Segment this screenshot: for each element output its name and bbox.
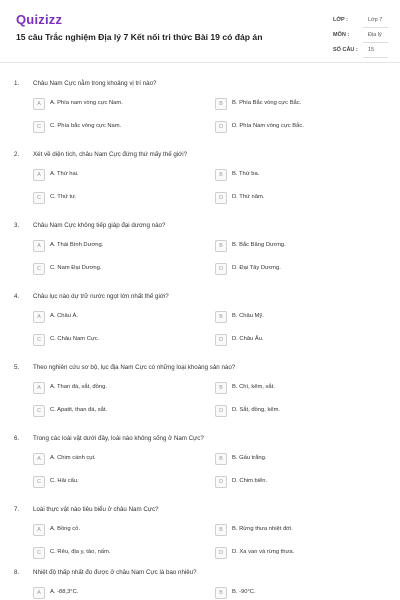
option-a[interactable] (33, 587, 193, 599)
option-letter-box: A (33, 382, 45, 394)
meta-grade (333, 13, 388, 28)
option-a[interactable] (33, 240, 193, 252)
meta-value: 15 (368, 47, 375, 53)
option-letter-box: A (33, 240, 45, 252)
option-letter-box: B (215, 453, 227, 465)
option-b[interactable] (215, 98, 375, 110)
question-text: Châu Nam Cực không tiếp giáp đại dương nào? (33, 222, 166, 229)
option-text: B. Rừng thưa nhiệt đới. (232, 526, 293, 532)
option-text: A. Thái Bình Dương. (50, 242, 104, 248)
meta-label: MÔN : (333, 32, 350, 38)
option-b[interactable] (215, 453, 375, 465)
option-text: B. Gấu trắng. (232, 455, 267, 461)
option-letter-box: B (215, 311, 227, 323)
option-d[interactable] (215, 263, 375, 275)
question-2 (0, 151, 400, 222)
option-text: C. Thứ tư. (50, 194, 77, 200)
question-number: 2. (14, 151, 20, 158)
option-b[interactable] (215, 382, 375, 394)
option-a[interactable] (33, 524, 193, 536)
option-letter-box: C (33, 192, 45, 204)
option-c[interactable] (33, 192, 193, 204)
option-letter-box: D (215, 263, 227, 275)
question-text: Loài thực vật nào tiêu biểu ở châu Nam Cực? (33, 506, 159, 513)
option-text: D. Phía Nam vòng cực Bắc. (232, 123, 304, 129)
option-d[interactable] (215, 192, 375, 204)
worksheet-title: 15 câu Trắc nghiệm Địa lý 7 Kết nối tri thức Bài 19 có đáp án (16, 32, 263, 42)
quizizz-logo: Quizizz (16, 12, 63, 27)
option-letter-box: C (33, 405, 45, 417)
question-text: Theo nghiên cứu sơ bộ, lục địa Nam Cực có những loại khoáng sản nào? (33, 364, 236, 371)
question-7 (0, 506, 400, 577)
option-text: A. Phía nam vòng cực Nam. (50, 100, 123, 106)
option-text: D. Xa van và rừng thưa. (232, 549, 295, 555)
question-8 (0, 569, 400, 600)
option-d[interactable] (215, 547, 375, 559)
option-text: D. Thứ năm. (232, 194, 265, 200)
option-d[interactable] (215, 121, 375, 133)
question-number: 1. (14, 80, 20, 87)
option-text: C. Phía bắc vòng cực Nam. (50, 123, 122, 129)
option-letter-box: A (33, 311, 45, 323)
option-b[interactable] (215, 169, 375, 181)
question-3 (0, 222, 400, 293)
question-number: 7. (14, 506, 20, 513)
option-c[interactable] (33, 476, 193, 488)
option-letter-box: B (215, 587, 227, 599)
question-number: 5. (14, 364, 20, 371)
option-letter-box: D (215, 192, 227, 204)
option-text: D. Sắt, đồng, kẽm. (232, 407, 281, 413)
option-text: B. Châu Mỹ. (232, 313, 264, 319)
question-5 (0, 364, 400, 435)
question-text: Nhiệt độ thấp nhất đo được ở châu Nam Cực là bao nhiêu? (33, 569, 197, 576)
option-text: A. Than đá, sắt, đồng. (50, 384, 107, 390)
option-b[interactable] (215, 587, 375, 599)
option-text: D. Đại Tây Dương. (232, 265, 281, 271)
option-text: B. -90°C. (232, 589, 256, 595)
option-text: C. Rêu, địa y, tảo, nấm. (50, 549, 111, 555)
option-a[interactable] (33, 453, 193, 465)
option-text: D. Chim biển. (232, 478, 268, 484)
option-letter-box: D (215, 334, 227, 346)
meta-label: SỐ CÂU : (333, 47, 358, 53)
option-letter-box: A (33, 169, 45, 181)
option-text: A. Chim cánh cụt. (50, 455, 96, 461)
option-text: A. Châu Á. (50, 313, 79, 319)
option-d[interactable] (215, 334, 375, 346)
option-letter-box: A (33, 524, 45, 536)
option-text: C. Hải cẩu. (50, 478, 79, 484)
option-a[interactable] (33, 382, 193, 394)
meta-value: Địa lý (368, 32, 382, 38)
option-text: C. Nam Đại Dương. (50, 265, 102, 271)
option-letter-box: B (215, 524, 227, 536)
question-number: 8. (14, 569, 20, 576)
worksheet-header (0, 0, 400, 63)
option-letter-box: B (215, 240, 227, 252)
option-text: B. Phía Bắc vòng cực Bắc. (232, 100, 302, 106)
option-text: B. Thứ ba. (232, 171, 260, 177)
option-letter-box: C (33, 334, 45, 346)
option-letter-box: B (215, 382, 227, 394)
option-text: C. Châu Nam Cực. (50, 336, 100, 342)
meta-subject (333, 28, 388, 43)
option-letter-box: C (33, 121, 45, 133)
option-letter-box: D (215, 121, 227, 133)
option-text: C. Apatit, than đá, sắt. (50, 407, 108, 413)
option-a[interactable] (33, 311, 193, 323)
option-letter-box: D (215, 405, 227, 417)
question-4 (0, 293, 400, 364)
meta-underline (363, 57, 388, 58)
option-c[interactable] (33, 334, 193, 346)
option-letter-box: B (215, 98, 227, 110)
option-b[interactable] (215, 524, 375, 536)
option-text: D. Châu Âu. (232, 336, 264, 342)
option-text: A. Bồng cỏ. (50, 526, 80, 532)
question-text: Châu Nam Cực nằm trong khoảng vị trí nào? (33, 80, 157, 87)
option-c[interactable] (33, 405, 193, 417)
question-text: Châu lục nào dự trữ nước ngọt lớn nhất thế giới? (33, 293, 169, 300)
question-1 (0, 80, 400, 151)
option-c[interactable] (33, 263, 193, 275)
option-letter-box: A (33, 587, 45, 599)
option-b[interactable] (215, 240, 375, 252)
question-number: 4. (14, 293, 20, 300)
option-letter-box: A (33, 98, 45, 110)
meta-value: Lớp 7 (368, 17, 383, 23)
option-text: A. -88,3°C. (50, 589, 79, 595)
option-c[interactable] (33, 121, 193, 133)
question-number: 6. (14, 435, 20, 442)
option-letter-box: C (33, 476, 45, 488)
option-letter-box: D (215, 476, 227, 488)
option-letter-box: D (215, 547, 227, 559)
option-text: A. Thứ hai. (50, 171, 79, 177)
option-d[interactable] (215, 476, 375, 488)
option-letter-box: C (33, 263, 45, 275)
question-text: Trong các loài vật dưới đây, loài nào không sống ở Nam Cực? (33, 435, 204, 442)
option-letter-box: A (33, 453, 45, 465)
question-number: 3. (14, 222, 20, 229)
option-text: B. Bắc Băng Dương. (232, 242, 286, 248)
option-text: B. Chì, kẽm, sắt. (232, 384, 275, 390)
option-d[interactable] (215, 405, 375, 417)
question-text: Xét về diện tích, châu Nam Cực đứng thứ mấy thế giới? (33, 151, 188, 158)
meta-label: LỚP : (333, 17, 348, 23)
option-b[interactable] (215, 311, 375, 323)
meta-question-count (333, 43, 388, 58)
option-letter-box: B (215, 169, 227, 181)
option-letter-box: C (33, 547, 45, 559)
option-a[interactable] (33, 169, 193, 181)
option-c[interactable] (33, 547, 193, 559)
question-6 (0, 435, 400, 506)
option-a[interactable] (33, 98, 193, 110)
